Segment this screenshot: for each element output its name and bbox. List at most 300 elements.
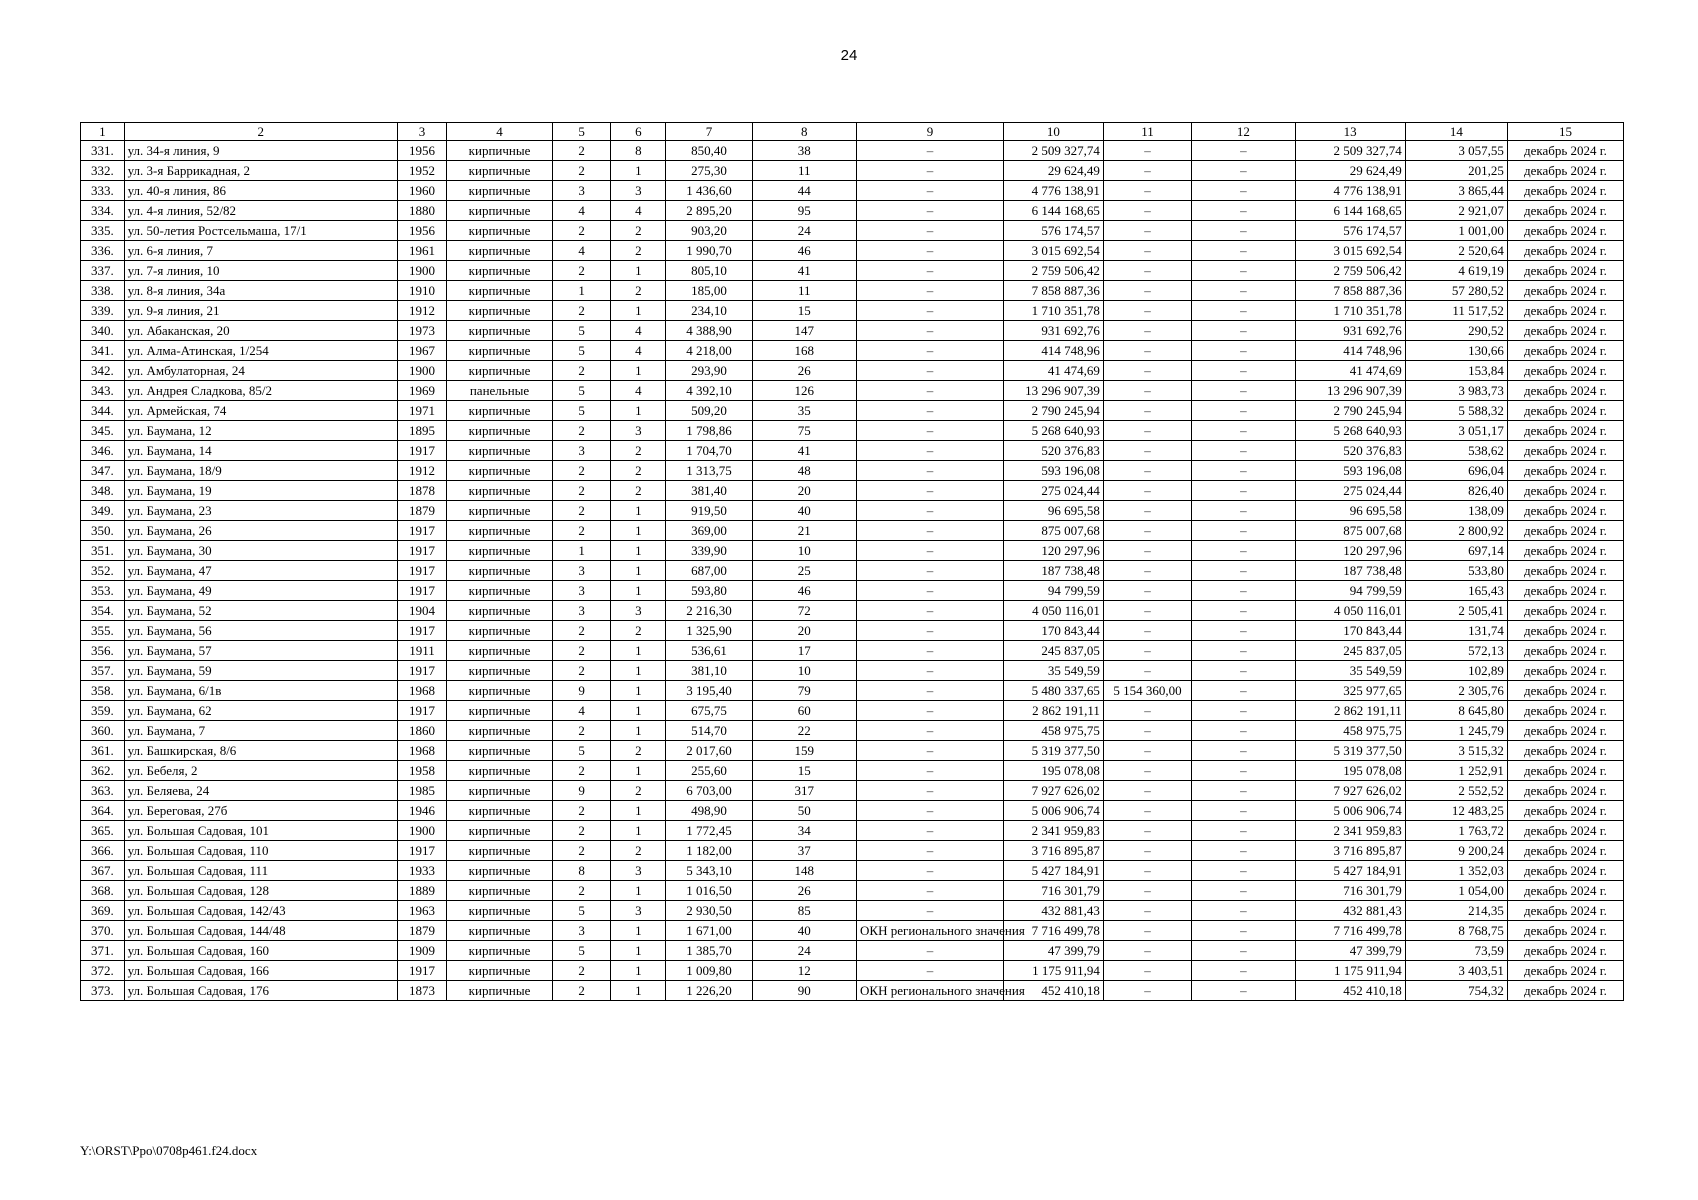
cell-heritage-status: – [857,621,1004,641]
cell-cost-col-12: – [1192,401,1295,421]
cell-row-number: 343. [81,381,125,401]
cell-total-cost: 593 196,08 [1003,461,1103,481]
cell-cost-per-unit: 102,89 [1405,661,1507,681]
cell-address: ул. Большая Садовая, 166 [124,961,397,981]
cell-cost-col-12: – [1192,701,1295,721]
table-row [81,941,1624,961]
cell-deadline: декабрь 2024 г. [1507,381,1623,401]
cell-cost-col-12: – [1192,221,1295,241]
cell-cost-col-11: – [1103,841,1191,861]
cell-heritage-status: – [857,361,1004,381]
cell-cost-per-unit: 5 588,32 [1405,401,1507,421]
cell-wall-material: кирпичные [447,421,553,441]
cell-total-cost: 41 474,69 [1003,361,1103,381]
cell-year-built: 1889 [397,881,446,901]
cell-address: ул. Беляева, 24 [124,781,397,801]
cell-area: 3 195,40 [666,681,752,701]
cell-cost-col-12: – [1192,801,1295,821]
cell-row-number: 364. [81,801,125,821]
cell-total-cost: 47 399,79 [1003,941,1103,961]
cell-row-number: 373. [81,981,125,1001]
cell-address: ул. Большая Садовая, 160 [124,941,397,961]
cell-address: ул. 50-летия Ростсельмаша, 17/1 [124,221,397,241]
cell-floors: 1 [552,541,611,561]
table-body [81,141,1624,1001]
cell-total-cost: 2 759 506,42 [1003,261,1103,281]
cell-year-built: 1917 [397,441,446,461]
cell-row-number: 331. [81,141,125,161]
cell-cost-col-12: – [1192,721,1295,741]
cell-wall-material: кирпичные [447,701,553,721]
cell-deadline: декабрь 2024 г. [1507,961,1623,981]
cell-wall-material: кирпичные [447,541,553,561]
cell-area: 498,90 [666,801,752,821]
table-row [81,881,1624,901]
cell-year-built: 1960 [397,181,446,201]
cell-floors: 2 [552,261,611,281]
column-header-5: 5 [552,123,611,141]
cell-wall-material: кирпичные [447,901,553,921]
cell-floors: 2 [552,301,611,321]
cell-cost-col-13: 7 927 626,02 [1295,781,1405,801]
table-row [81,501,1624,521]
cell-heritage-status: – [857,721,1004,741]
cell-year-built: 1917 [397,841,446,861]
cell-floors: 2 [552,981,611,1001]
cell-cost-per-unit: 1 054,00 [1405,881,1507,901]
cell-row-number: 355. [81,621,125,641]
cell-area: 381,40 [666,481,752,501]
cell-heritage-status: – [857,461,1004,481]
cell-floors: 5 [552,321,611,341]
cell-cost-col-11: – [1103,301,1191,321]
cell-residents: 72 [752,601,856,621]
cell-row-number: 349. [81,501,125,521]
cell-row-number: 371. [81,941,125,961]
cell-cost-col-12: – [1192,541,1295,561]
cell-year-built: 1961 [397,241,446,261]
cell-total-cost: 1 710 351,78 [1003,301,1103,321]
cell-floors: 2 [552,801,611,821]
cell-total-cost: 716 301,79 [1003,881,1103,901]
cell-cost-col-11: – [1103,281,1191,301]
cell-cost-col-13: 245 837,05 [1295,641,1405,661]
cell-address: ул. Башкирская, 8/6 [124,741,397,761]
cell-floors: 2 [552,421,611,441]
cell-entrances: 4 [611,201,666,221]
cell-deadline: декабрь 2024 г. [1507,761,1623,781]
cell-cost-col-12: – [1192,521,1295,541]
cell-cost-col-13: 47 399,79 [1295,941,1405,961]
cell-cost-col-12: – [1192,201,1295,221]
cell-residents: 50 [752,801,856,821]
cell-area: 536,61 [666,641,752,661]
cell-residents: 40 [752,921,856,941]
cell-deadline: декабрь 2024 г. [1507,401,1623,421]
header-row [81,123,1624,141]
cell-address: ул. Амбулаторная, 24 [124,361,397,381]
cell-address: ул. Береговая, 27б [124,801,397,821]
cell-total-cost: 414 748,96 [1003,341,1103,361]
cell-cost-col-11: – [1103,661,1191,681]
cell-cost-col-11: – [1103,541,1191,561]
cell-row-number: 361. [81,741,125,761]
cell-cost-col-13: 170 843,44 [1295,621,1405,641]
cell-year-built: 1909 [397,941,446,961]
cell-total-cost: 2 862 191,11 [1003,701,1103,721]
page-number: 24 [840,47,858,64]
cell-row-number: 347. [81,461,125,481]
cell-cost-col-13: 2 341 959,83 [1295,821,1405,841]
cell-wall-material: кирпичные [447,181,553,201]
cell-cost-per-unit: 11 517,52 [1405,301,1507,321]
cell-deadline: декабрь 2024 г. [1507,521,1623,541]
cell-cost-col-13: 520 376,83 [1295,441,1405,461]
cell-cost-col-13: 5 268 640,93 [1295,421,1405,441]
cell-deadline: декабрь 2024 г. [1507,901,1623,921]
cell-cost-col-11: – [1103,221,1191,241]
cell-address: ул. Алма-Атинская, 1/254 [124,341,397,361]
cell-address: ул. Большая Садовая, 101 [124,821,397,841]
cell-residents: 126 [752,381,856,401]
cell-area: 275,30 [666,161,752,181]
column-header-1: 1 [81,123,125,141]
cell-wall-material: кирпичные [447,201,553,221]
cell-cost-col-11: – [1103,961,1191,981]
cell-heritage-status: – [857,261,1004,281]
cell-cost-col-11: 5 154 360,00 [1103,681,1191,701]
cell-floors: 2 [552,161,611,181]
cell-entrances: 1 [611,541,666,561]
cell-heritage-status: – [857,881,1004,901]
cell-total-cost: 7 858 887,36 [1003,281,1103,301]
cell-residents: 37 [752,841,856,861]
cell-deadline: декабрь 2024 г. [1507,361,1623,381]
cell-cost-per-unit: 165,43 [1405,581,1507,601]
cell-row-number: 342. [81,361,125,381]
cell-area: 1 182,00 [666,841,752,861]
cell-residents: 35 [752,401,856,421]
cell-heritage-status: – [857,501,1004,521]
cell-wall-material: кирпичные [447,521,553,541]
cell-cost-col-11: – [1103,321,1191,341]
cell-area: 1 226,20 [666,981,752,1001]
cell-heritage-status: – [857,841,1004,861]
cell-cost-col-12: – [1192,921,1295,941]
cell-cost-col-11: – [1103,781,1191,801]
cell-floors: 3 [552,561,611,581]
cell-cost-per-unit: 214,35 [1405,901,1507,921]
cell-row-number: 362. [81,761,125,781]
table-row [81,361,1624,381]
cell-wall-material: кирпичные [447,781,553,801]
cell-year-built: 1958 [397,761,446,781]
table-row [81,521,1624,541]
cell-cost-col-12: – [1192,161,1295,181]
cell-cost-col-12: – [1192,681,1295,701]
cell-floors: 2 [552,641,611,661]
cell-row-number: 345. [81,421,125,441]
cell-cost-col-12: – [1192,981,1295,1001]
cell-area: 1 016,50 [666,881,752,901]
cell-deadline: декабрь 2024 г. [1507,581,1623,601]
cell-cost-col-12: – [1192,361,1295,381]
cell-cost-col-11: – [1103,921,1191,941]
cell-year-built: 1904 [397,601,446,621]
cell-cost-col-12: – [1192,901,1295,921]
cell-address: ул. Большая Садовая, 111 [124,861,397,881]
cell-heritage-status: – [857,821,1004,841]
cell-entrances: 1 [611,721,666,741]
cell-year-built: 1985 [397,781,446,801]
cell-residents: 44 [752,181,856,201]
cell-entrances: 3 [611,181,666,201]
cell-floors: 3 [552,441,611,461]
cell-total-cost: 2 509 327,74 [1003,141,1103,161]
cell-area: 1 704,70 [666,441,752,461]
cell-wall-material: кирпичные [447,341,553,361]
cell-residents: 12 [752,961,856,981]
cell-area: 903,20 [666,221,752,241]
cell-floors: 2 [552,821,611,841]
cell-cost-per-unit: 533,80 [1405,561,1507,581]
cell-wall-material: кирпичные [447,501,553,521]
cell-cost-col-13: 13 296 907,39 [1295,381,1405,401]
cell-year-built: 1917 [397,961,446,981]
cell-residents: 85 [752,901,856,921]
cell-heritage-status: – [857,761,1004,781]
cell-residents: 26 [752,361,856,381]
cell-cost-per-unit: 153,84 [1405,361,1507,381]
table-row [81,741,1624,761]
cell-area: 1 798,86 [666,421,752,441]
cell-address: ул. Баумана, 57 [124,641,397,661]
cell-heritage-status: – [857,741,1004,761]
cell-year-built: 1956 [397,141,446,161]
cell-address: ул. 4-я линия, 52/82 [124,201,397,221]
cell-deadline: декабрь 2024 г. [1507,621,1623,641]
cell-deadline: декабрь 2024 г. [1507,781,1623,801]
cell-cost-col-12: – [1192,841,1295,861]
cell-row-number: 337. [81,261,125,281]
cell-deadline: декабрь 2024 г. [1507,701,1623,721]
cell-wall-material: кирпичные [447,921,553,941]
table-row [81,561,1624,581]
cell-cost-col-11: – [1103,461,1191,481]
cell-row-number: 370. [81,921,125,941]
cell-heritage-status: – [857,861,1004,881]
cell-entrances: 4 [611,321,666,341]
cell-residents: 24 [752,221,856,241]
cell-deadline: декабрь 2024 г. [1507,661,1623,681]
cell-cost-per-unit: 1 763,72 [1405,821,1507,841]
cell-deadline: декабрь 2024 г. [1507,881,1623,901]
cell-wall-material: кирпичные [447,561,553,581]
cell-floors: 2 [552,721,611,741]
cell-cost-col-12: – [1192,961,1295,981]
cell-total-cost: 1 175 911,94 [1003,961,1103,981]
table-row [81,241,1624,261]
cell-floors: 2 [552,661,611,681]
cell-cost-per-unit: 8 768,75 [1405,921,1507,941]
cell-floors: 2 [552,881,611,901]
cell-cost-col-13: 432 881,43 [1295,901,1405,921]
cell-cost-per-unit: 8 645,80 [1405,701,1507,721]
cell-wall-material: кирпичные [447,861,553,881]
cell-cost-col-12: – [1192,321,1295,341]
table-row [81,621,1624,641]
cell-entrances: 1 [611,941,666,961]
cell-cost-col-13: 96 695,58 [1295,501,1405,521]
cell-wall-material: кирпичные [447,681,553,701]
cell-year-built: 1971 [397,401,446,421]
cell-cost-col-13: 4 776 138,91 [1295,181,1405,201]
cell-cost-per-unit: 2 552,52 [1405,781,1507,801]
cell-heritage-status: – [857,241,1004,261]
cell-cost-col-11: – [1103,561,1191,581]
cell-residents: 147 [752,321,856,341]
cell-area: 6 703,00 [666,781,752,801]
column-header-9: 9 [857,123,1004,141]
cell-deadline: декабрь 2024 г. [1507,441,1623,461]
cell-cost-col-11: – [1103,261,1191,281]
cell-row-number: 346. [81,441,125,461]
cell-row-number: 356. [81,641,125,661]
cell-entrances: 1 [611,981,666,1001]
cell-total-cost: 931 692,76 [1003,321,1103,341]
cell-entrances: 1 [611,581,666,601]
cell-residents: 90 [752,981,856,1001]
cell-address: ул. Баумана, 62 [124,701,397,721]
cell-total-cost: 520 376,83 [1003,441,1103,461]
cell-year-built: 1900 [397,261,446,281]
cell-cost-per-unit: 201,25 [1405,161,1507,181]
cell-total-cost: 170 843,44 [1003,621,1103,641]
cell-address: ул. 6-я линия, 7 [124,241,397,261]
cell-cost-per-unit: 1 252,91 [1405,761,1507,781]
cell-address: ул. Андрея Сладкова, 85/2 [124,381,397,401]
cell-area: 293,90 [666,361,752,381]
cell-address: ул. Баумана, 52 [124,601,397,621]
cell-address: ул. Большая Садовая, 144/48 [124,921,397,941]
cell-cost-col-11: – [1103,641,1191,661]
cell-cost-col-12: – [1192,761,1295,781]
cell-cost-col-11: – [1103,621,1191,641]
cell-cost-per-unit: 9 200,24 [1405,841,1507,861]
cell-row-number: 354. [81,601,125,621]
cell-heritage-status: – [857,341,1004,361]
cell-address: ул. Баумана, 47 [124,561,397,581]
cell-residents: 21 [752,521,856,541]
cell-entrances: 2 [611,441,666,461]
table-row [81,801,1624,821]
cell-cost-col-13: 29 624,49 [1295,161,1405,181]
cell-area: 593,80 [666,581,752,601]
cell-entrances: 1 [611,681,666,701]
cell-row-number: 336. [81,241,125,261]
cell-deadline: декабрь 2024 г. [1507,861,1623,881]
cell-address: ул. 9-я линия, 21 [124,301,397,321]
cell-area: 1 990,70 [666,241,752,261]
table-row [81,921,1624,941]
cell-address: ул. 34-я линия, 9 [124,141,397,161]
cell-cost-col-13: 2 759 506,42 [1295,261,1405,281]
cell-cost-col-11: – [1103,941,1191,961]
cell-cost-per-unit: 290,52 [1405,321,1507,341]
cell-cost-col-12: – [1192,481,1295,501]
cell-heritage-status: – [857,421,1004,441]
cell-heritage-status: – [857,181,1004,201]
cell-cost-per-unit: 3 515,32 [1405,741,1507,761]
cell-entrances: 3 [611,901,666,921]
table-row [81,641,1624,661]
cell-residents: 10 [752,541,856,561]
cell-year-built: 1917 [397,541,446,561]
cell-entrances: 1 [611,761,666,781]
cell-deadline: декабрь 2024 г. [1507,601,1623,621]
column-header-8: 8 [752,123,856,141]
cell-cost-col-13: 35 549,59 [1295,661,1405,681]
cell-cost-col-11: – [1103,361,1191,381]
table-row [81,461,1624,481]
cell-cost-per-unit: 754,32 [1405,981,1507,1001]
cell-floors: 2 [552,481,611,501]
table-row [81,901,1624,921]
cell-residents: 168 [752,341,856,361]
cell-entrances: 1 [611,701,666,721]
cell-row-number: 357. [81,661,125,681]
cell-residents: 20 [752,621,856,641]
cell-wall-material: кирпичные [447,961,553,981]
cell-year-built: 1917 [397,561,446,581]
cell-deadline: декабрь 2024 г. [1507,301,1623,321]
cell-cost-col-11: – [1103,161,1191,181]
cell-floors: 5 [552,741,611,761]
cell-wall-material: кирпичные [447,481,553,501]
cell-residents: 15 [752,761,856,781]
cell-residents: 34 [752,821,856,841]
cell-total-cost: 875 007,68 [1003,521,1103,541]
cell-cost-per-unit: 3 865,44 [1405,181,1507,201]
cell-wall-material: кирпичные [447,981,553,1001]
table-row [81,861,1624,881]
cell-cost-col-11: – [1103,801,1191,821]
cell-total-cost: 432 881,43 [1003,901,1103,921]
cell-wall-material: кирпичные [447,941,553,961]
housing-registry-table [80,122,1624,1001]
cell-address: ул. Большая Садовая, 142/43 [124,901,397,921]
cell-row-number: 338. [81,281,125,301]
cell-year-built: 1973 [397,321,446,341]
cell-address: ул. Баумана, 18/9 [124,461,397,481]
cell-address: ул. Баумана, 23 [124,501,397,521]
cell-address: ул. Баумана, 26 [124,521,397,541]
cell-deadline: декабрь 2024 г. [1507,501,1623,521]
cell-area: 2 017,60 [666,741,752,761]
cell-heritage-status: – [857,701,1004,721]
cell-cost-col-11: – [1103,821,1191,841]
cell-address: ул. Баумана, 12 [124,421,397,441]
cell-cost-per-unit: 138,09 [1405,501,1507,521]
cell-row-number: 353. [81,581,125,601]
cell-address: ул. Баумана, 6/1в [124,681,397,701]
cell-area: 381,10 [666,661,752,681]
table-row [81,701,1624,721]
table-row [81,581,1624,601]
cell-entrances: 8 [611,141,666,161]
cell-cost-col-13: 195 078,08 [1295,761,1405,781]
cell-area: 919,50 [666,501,752,521]
